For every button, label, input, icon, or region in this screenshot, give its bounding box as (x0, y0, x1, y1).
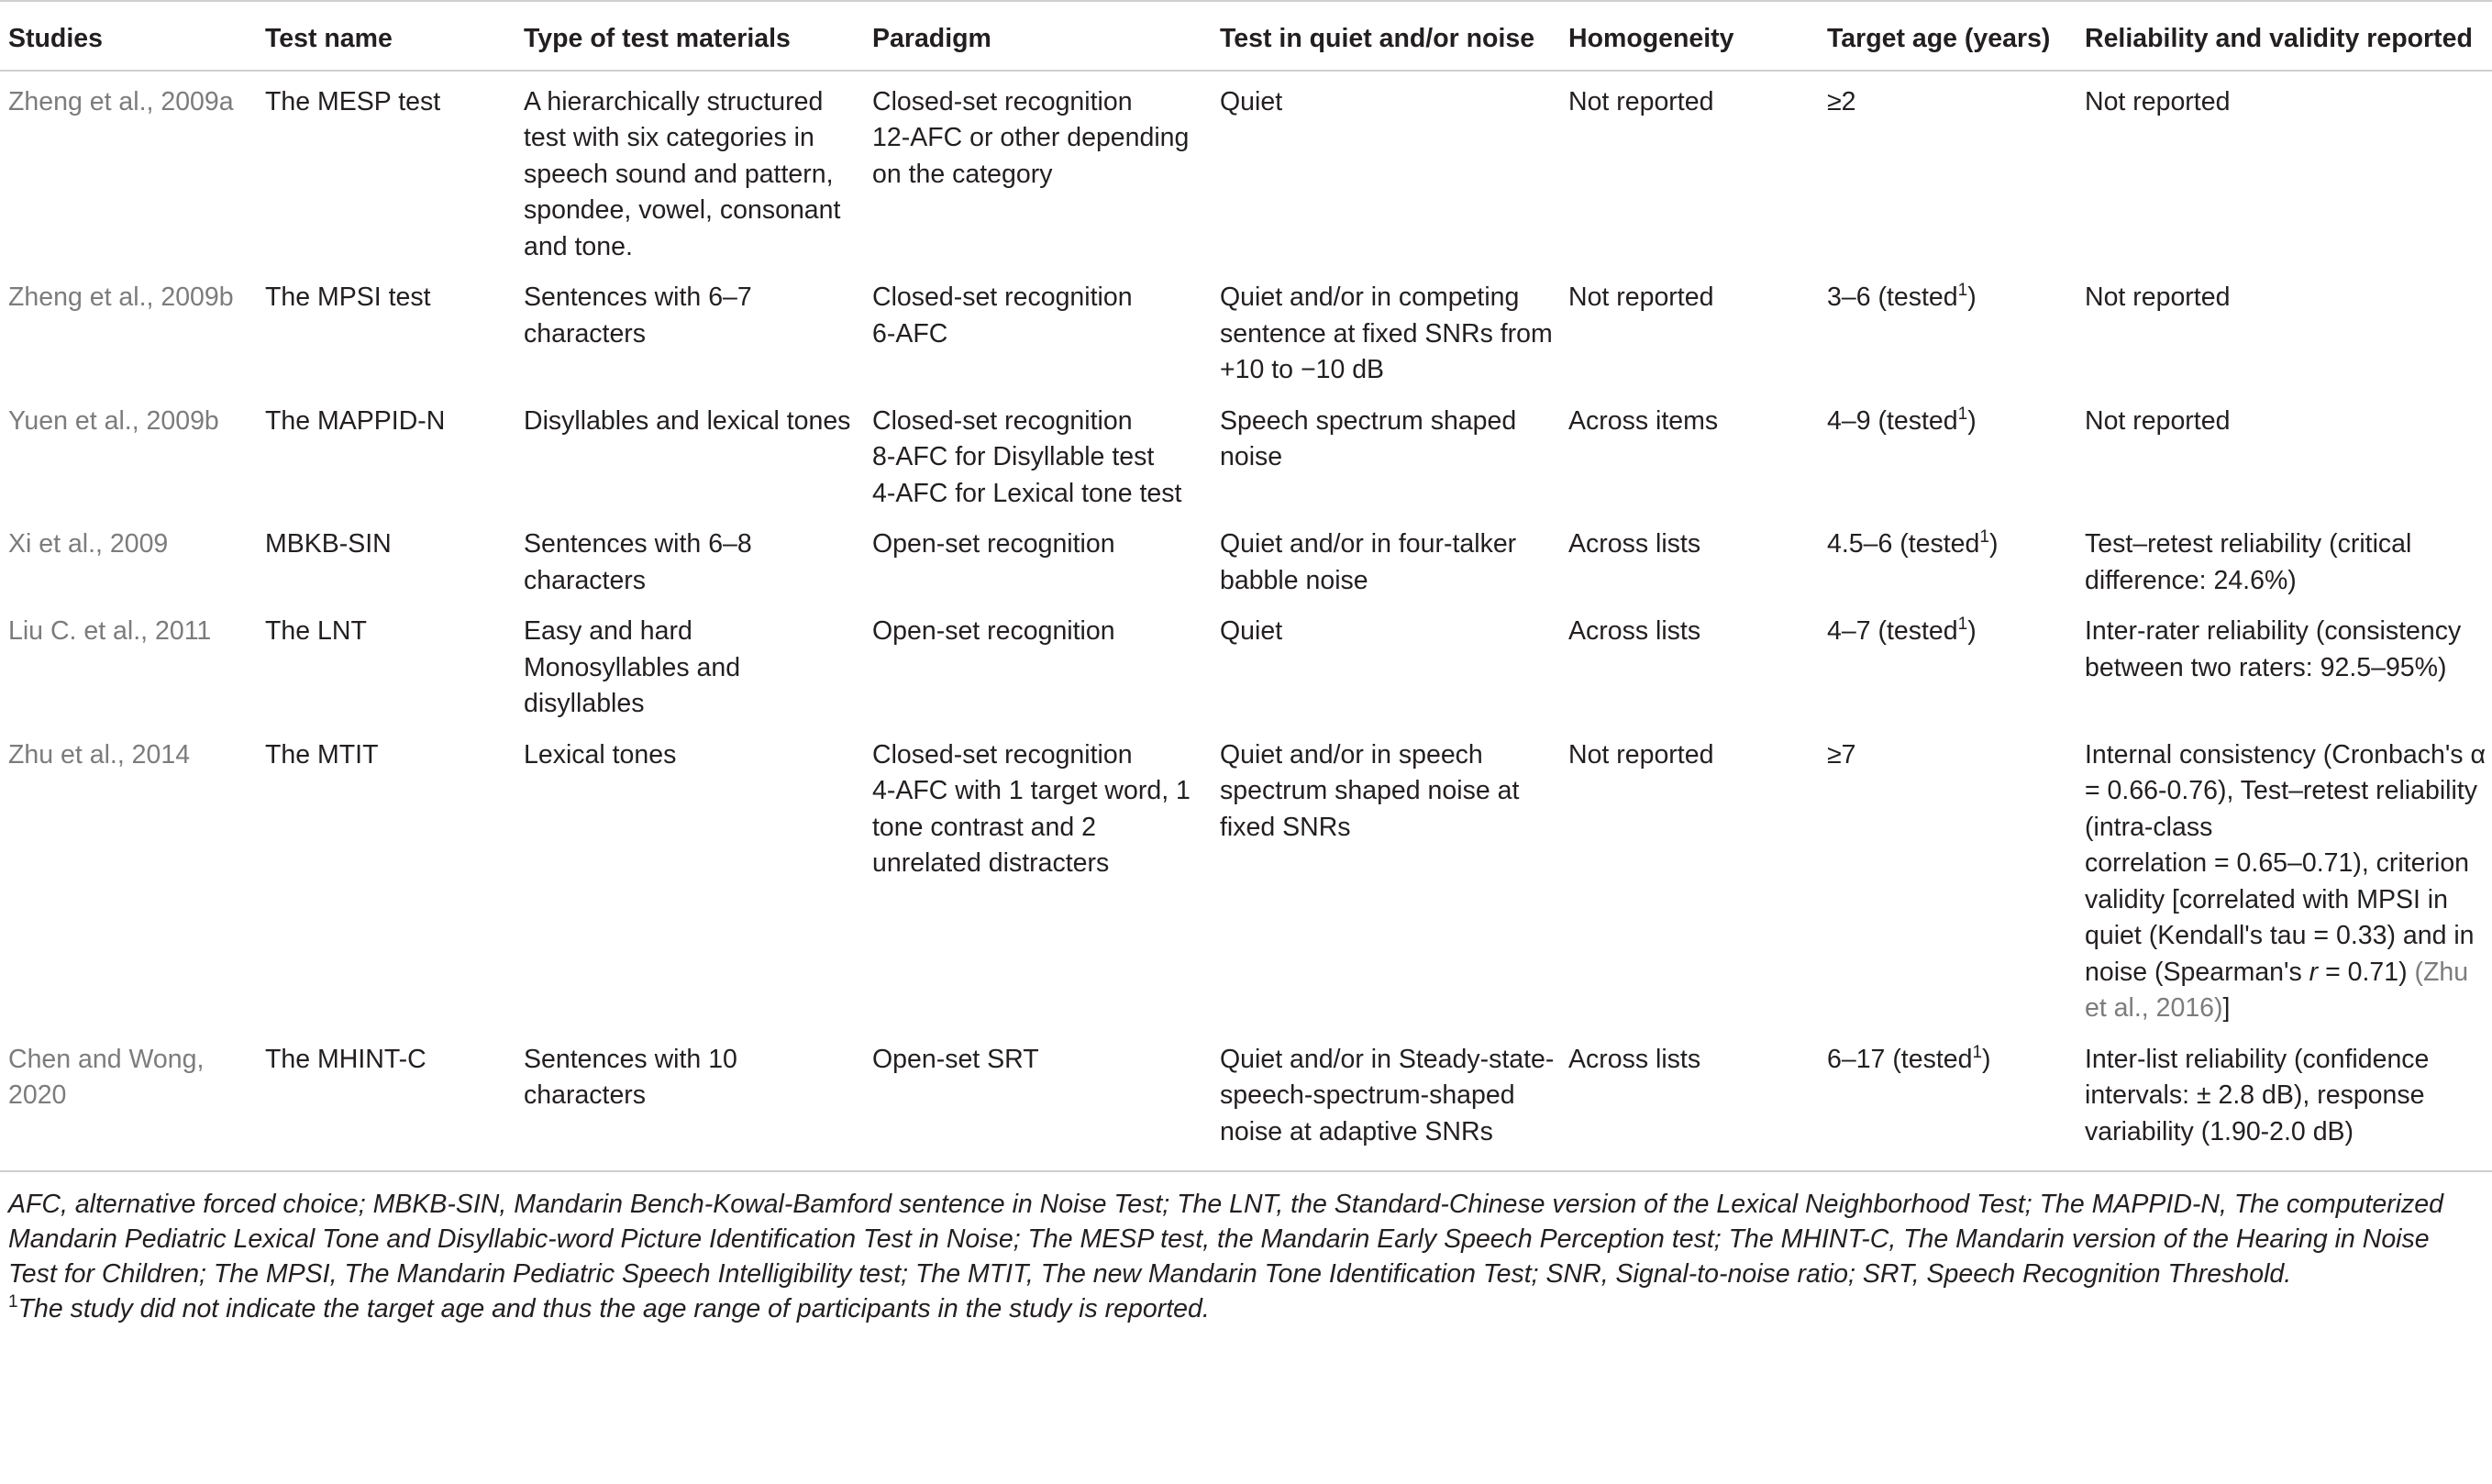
materials-cell: Sentences with 6–8 characters (524, 529, 752, 595)
reliability-cell (2077, 730, 2492, 1035)
table-row (0, 730, 2492, 1035)
quiet-noise-cell: Quiet and/or in speech spectrum shaped noise at fixed SNRs (1220, 739, 1520, 842)
target-age-cell (1819, 396, 2077, 520)
paradigm-line: Open-set recognition (872, 616, 1115, 646)
age-tail: ) (1967, 616, 1977, 646)
table-row (0, 396, 2492, 520)
materials-cell: Lexical tones (524, 739, 677, 770)
homogeneity-cell: Not reported (1568, 739, 1714, 770)
header-row (0, 1, 2492, 71)
age-tail: ) (1982, 1044, 1991, 1074)
quiet-noise-cell: Speech spectrum shaped noise (1220, 405, 1517, 471)
table-footnotes (0, 1172, 2492, 1326)
homogeneity-cell: Across items (1568, 405, 1719, 436)
paradigm-cell (864, 71, 1212, 273)
target-age-cell (1819, 730, 2077, 1035)
study-cell[interactable] (0, 519, 257, 606)
table-row (0, 519, 2492, 606)
footnote-marker: 1 (8, 1292, 18, 1312)
age-tail: ) (1967, 405, 1977, 436)
test-name-cell: The MAPPID-N (265, 405, 446, 436)
age-footnote-text: The study did not indicate the target age and thus the age range of participants in the study is reported. (17, 1294, 1210, 1323)
header-test-name: Test name (257, 1, 515, 71)
reliability-text: Internal consistency (Cronbach's α = 0.66-0.76), Test–retest reliability (intra-class (2085, 739, 2486, 842)
paradigm-cell (864, 272, 1212, 396)
header-materials: Type of test materials (515, 1, 864, 71)
paradigm-line: 8-AFC for Disyllable test (872, 442, 1155, 471)
paradigm-line: 12-AFC or other depending on the category (872, 123, 1190, 189)
age-footnote (8, 1291, 2484, 1326)
target-age-cell (1819, 71, 2077, 273)
homogeneity-cell: Across lists (1568, 616, 1701, 646)
study-cell[interactable] (0, 396, 257, 520)
homogeneity-cell: Across lists (1560, 1035, 1819, 1172)
age-value: ≥2 (1827, 86, 1856, 116)
footnote-marker: 1 (1957, 615, 1968, 634)
age-value: ≥7 (1827, 739, 1856, 770)
header-studies: Studies (0, 1, 257, 71)
reliability-cell: Inter-list reliability (confidence intervals: ± 2.8 dB), response variability (1.90-2.0 dB) (2077, 1035, 2492, 1172)
reliability-cell: Not reported (2085, 282, 2231, 312)
age-tail: ) (1988, 529, 1999, 559)
header-quiet-noise: Test in quiet and/or noise (1212, 1, 1560, 71)
paradigm-line: Closed-set recognition (872, 405, 1133, 436)
age-value: 4.5–6 (tested (1827, 529, 1980, 559)
study-link[interactable]: Zhu et al., 2014 (8, 739, 191, 770)
paradigm-cell (864, 519, 1212, 606)
age-value: 6–17 (tested (1827, 1044, 1973, 1074)
materials-cell: Sentences with 10 characters (515, 1035, 864, 1172)
header-paradigm: Paradigm (864, 1, 1212, 71)
study-cell[interactable] (0, 272, 257, 396)
table-row (0, 272, 2492, 396)
reliability-cell: Test–retest reliability (critical difference: 24.6%) (2085, 529, 2412, 595)
target-age-cell (1819, 272, 2077, 396)
materials-cell: Easy and hard Monosyllables and disyllables (524, 616, 741, 718)
study-cell[interactable] (0, 730, 257, 1035)
reliability-text: = 0.71) (2318, 957, 2415, 987)
study-link[interactable]: Yuen et al., 2009b (8, 405, 219, 436)
paradigm-line: Closed-set recognition (872, 739, 1133, 770)
paradigm-line: 4-AFC for Lexical tone test (872, 478, 1182, 508)
study-cell[interactable] (0, 71, 257, 273)
test-name-cell: The MESP test (265, 86, 441, 116)
reliability-cell: Not reported (2085, 86, 2231, 116)
test-name-cell: The LNT (265, 616, 367, 646)
age-tail: ) (1967, 282, 1977, 312)
paradigm-cell (864, 606, 1212, 730)
reliability-text: ] (2222, 993, 2231, 1023)
header-target-age: Target age (years) (1819, 1, 2077, 71)
paradigm-line: Open-set SRT (872, 1044, 1039, 1074)
study-link[interactable]: Zheng et al., 2009b (8, 282, 234, 312)
footnote-marker: 1 (1957, 281, 1968, 300)
test-name-cell: The MTIT (265, 739, 379, 770)
spearman-r-symbol: r (2309, 957, 2319, 987)
quiet-noise-cell: Quiet and/or in four-talker babble noise (1220, 529, 1517, 595)
footnote-marker: 1 (1972, 1042, 1983, 1062)
paradigm-cell (864, 396, 1212, 520)
study-link[interactable]: Chen and Wong, 2020 (8, 1044, 205, 1110)
age-value: 3–6 (tested (1827, 282, 1958, 312)
study-link[interactable]: Liu C. et al., 2011 (8, 616, 212, 646)
quiet-noise-cell: Quiet and/or in Steady-state-speech-spectrum-shaped noise at adaptive SNRs (1212, 1035, 1560, 1172)
footnote-marker: 1 (1979, 527, 1989, 547)
quiet-noise-cell: Quiet and/or in competing sentence at fixed SNRs from +10 to −10 dB (1220, 282, 1553, 384)
materials-cell: Disyllables and lexical tones (524, 405, 851, 436)
study-link[interactable]: Zheng et al., 2009a (8, 86, 234, 116)
reliability-text: correlation = 0.65–0.71), criterion validity [correlated with MPSI in quiet (Kendall's tau = 0.33) and in noise (Spearman's (2085, 848, 2475, 987)
age-value: 4–7 (tested (1827, 616, 1958, 646)
homogeneity-cell: Not reported (1568, 86, 1714, 116)
paradigm-cell (864, 1035, 1212, 1172)
table-row (0, 71, 2492, 273)
paradigm-cell (864, 730, 1212, 1035)
target-age-cell (1819, 1035, 2077, 1172)
reliability-cell: Inter-rater reliability (consistency between two raters: 92.5–95%) (2085, 616, 2462, 682)
quiet-noise-cell: Quiet (1220, 616, 1283, 646)
quiet-noise-cell: Quiet (1220, 86, 1283, 116)
table-row (0, 1035, 2492, 1172)
study-link[interactable]: Xi et al., 2009 (8, 529, 169, 559)
homogeneity-cell: Across lists (1568, 529, 1701, 559)
study-cell[interactable] (0, 606, 257, 730)
target-age-cell (1819, 519, 2077, 606)
materials-cell: Sentences with 6–7 characters (524, 282, 752, 349)
test-name-cell: The MPSI test (265, 282, 431, 312)
paradigm-line: 4-AFC with 1 target word, 1 tone contrast and 2 unrelated distracters (872, 776, 1191, 878)
abbreviations-note: AFC, alternative forced choice; MBKB-SIN, Mandarin Bench-Kowal-Bamford sentence in Noise Test; The LNT, the Standard-Chinese version of the Lexical Neighborhood Test; The MAPPID-N, The computerized Mandarin Pediatric Lexical Tone and Disyllabic-word Picture Identification Test in Noise; The MESP test, the Mandarin Early Speech Perception test; The MHINT-C, The Mandarin version of the Hearing in Noise Test for Children; The MPSI, The Mandarin Pediatric Speech Intelligibility test; The MTIT, The new Mandarin Tone Identification Test; SNR, Signal-to-noise ratio; SRT, Speech Recognition Threshold. (8, 1190, 2443, 1289)
age-value: 4–9 (tested (1827, 405, 1958, 436)
materials-cell: A hierarchically structured test with six categories in speech sound and pattern, spondee, vowel, consonant and tone. (524, 86, 841, 261)
reliability-cell: Not reported (2085, 405, 2231, 436)
test-name-cell: MBKB-SIN (265, 529, 392, 559)
header-homogeneity: Homogeneity (1560, 1, 1819, 71)
citation-link[interactable]: (Zhu et al., 2016) (2085, 957, 2469, 1023)
test-name-cell: The MHINT-C (257, 1035, 515, 1172)
study-cell[interactable] (0, 1035, 257, 1172)
paradigm-line: Closed-set recognition (872, 86, 1133, 116)
homogeneity-cell: Not reported (1568, 282, 1714, 312)
footnote-marker: 1 (1957, 404, 1968, 424)
table-row (0, 606, 2492, 730)
paradigm-line: 6-AFC (872, 318, 948, 349)
paradigm-line: Open-set recognition (872, 529, 1115, 559)
header-reliability: Reliability and validity reported (2077, 1, 2492, 71)
target-age-cell (1819, 606, 2077, 730)
paradigm-line: Closed-set recognition (872, 282, 1133, 312)
